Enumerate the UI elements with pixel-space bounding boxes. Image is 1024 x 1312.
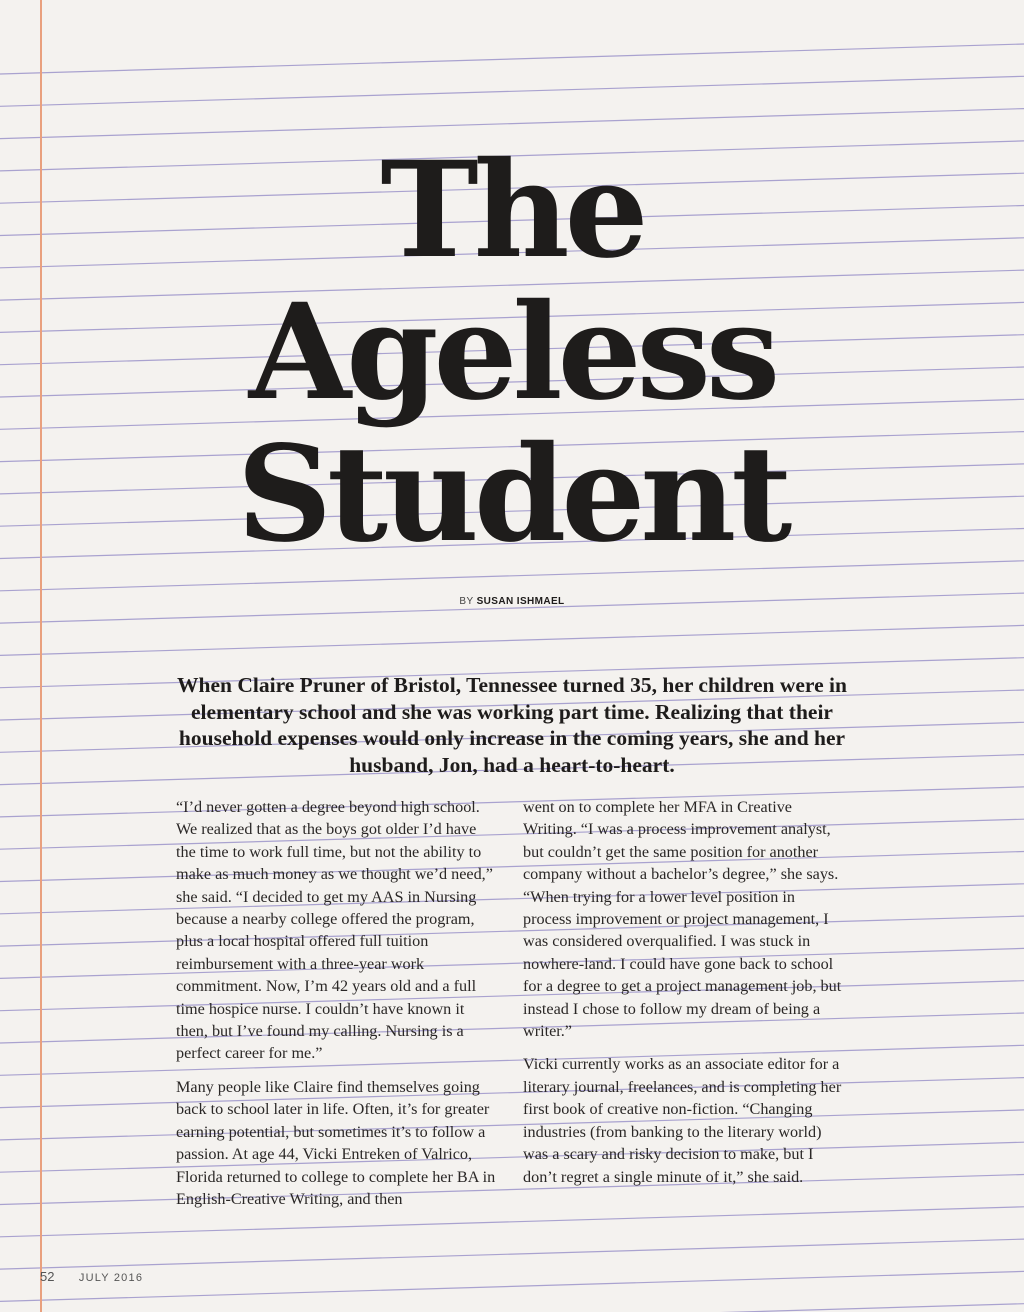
rule-line xyxy=(0,787,1024,817)
rule-line xyxy=(0,76,1024,106)
rule-line xyxy=(0,981,1024,1011)
rule-line xyxy=(0,1304,1024,1312)
rule-line xyxy=(0,1271,1024,1301)
rule-line xyxy=(0,819,1024,849)
body-column-left xyxy=(176,796,496,1221)
rule-line xyxy=(0,1045,1024,1075)
issue-date: JULY 2016 xyxy=(78,1272,144,1284)
rule-line xyxy=(0,44,1024,74)
title-line: Ageless xyxy=(248,275,776,430)
rule-line xyxy=(0,1013,1024,1043)
article-title xyxy=(0,133,1024,572)
title-line: Student xyxy=(236,417,788,572)
page-number: 52 xyxy=(40,1269,55,1284)
rule-line xyxy=(0,1078,1024,1108)
title-line: The xyxy=(380,133,644,288)
body-paragraph: Many people like Claire find themselves going back to school later in life. Often, it’s for greater earning potential, but sometimes it’s to follow a passion. At age 44, Vicki Entreken of Valrico, Florida returned to college to complete her BA in English-Creative Writing, and then xyxy=(176,1077,496,1208)
rule-line xyxy=(0,884,1024,914)
rule-line xyxy=(0,1175,1024,1205)
page-footer xyxy=(40,1268,143,1286)
rule-line xyxy=(0,1239,1024,1269)
byline-author: SUSAN ISHMAEL xyxy=(476,596,565,607)
rule-line xyxy=(0,1207,1024,1237)
rule-line xyxy=(0,852,1024,882)
rule-line xyxy=(0,916,1024,946)
rule-line xyxy=(0,948,1024,978)
body-paragraph: Vicki currently works as an associate editor for a literary journal, freelances, and is completing her first book of creative non-fiction. “Changing industries (from banking to the literary world) was a scary and risky decision to make, but I don’t regret a single minute of it,” she said. xyxy=(523,1055,842,1186)
byline xyxy=(0,596,1024,607)
rule-line xyxy=(0,1110,1024,1140)
byline-prefix: BY xyxy=(459,596,474,607)
body-paragraph: “I’d never gotten a degree beyond high school. We realized that as the boys got older I’d have the time to work full time, but not the ability to make as much money as we thought we’d need,” she said. “I decided to get my AAS in Nursing because a nearby college offered the program, plus a local hospital offered full tuition reimbursement with a three-year work commitment. Now, I’m 42 years old and a full time hospice nurse. I couldn’t have known it then, but I’ve found my calling. Nursing is a perfect career for me.” xyxy=(176,798,493,1063)
rule-line xyxy=(0,1142,1024,1172)
rule-line xyxy=(0,625,1024,655)
article-deck: When Claire Pruner of Bristol, Tennessee turned 35, her children were in elementary school and she was working part time. Realizing that their household expenses would only increase in the coming years, she and her husband, Jon, had a heart-to-heart. xyxy=(177,673,847,777)
body-paragraph: went on to complete her MFA in Creative Writing. “I was a process improvement analyst, but couldn’t get the same position for another company without a bachelor’s degree,” she says. “When trying for a lower level position in process improvement or project management, I was considered overqualified. I was stuck in nowhere-land. I could have gone back to school for a degree to get a project management job, but instead I chose to follow my dream of being a writer.” xyxy=(523,798,842,1041)
body-column-right xyxy=(523,796,843,1199)
